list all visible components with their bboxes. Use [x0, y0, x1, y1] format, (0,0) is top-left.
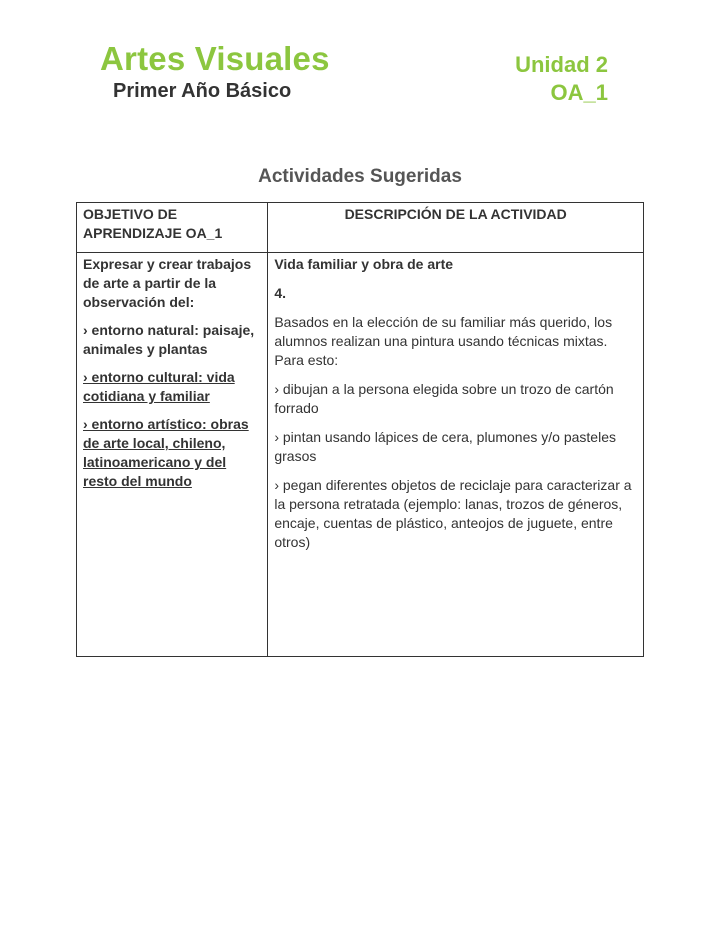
objective-item-natural: › entorno natural: paisaje, animales y plantas: [83, 322, 255, 357]
table-row: [77, 253, 644, 657]
activity-number: 4.: [274, 285, 287, 301]
objective-intro: Expresar y crear trabajos de arte a partir de la observación del:: [83, 256, 252, 310]
objective-item-artistic: › entorno artístico: obras de arte local, chileno, latinoamericano y del resto del mundo: [83, 416, 249, 489]
subject-title: Artes Visuales: [100, 40, 330, 77]
objective-item-cultural: › entorno cultural: vida cotidiana y familiar: [83, 369, 235, 404]
table-header-row: [77, 203, 644, 253]
activity-step-2: › pintan usando lápices de cera, plumones y/o pasteles grasos: [274, 429, 616, 464]
activity-step-3: › pegan diferentes objetos de reciclaje para caracterizar a la persona retratada (ejemplo: lanas, trozos de géneros, encaje, cuentas de plástico, anteojos de juguete, entre otros): [274, 477, 632, 550]
objective-cell: [77, 253, 268, 657]
activity-intro: Basados en la elección de su familiar más querido, los alumnos realizan una pintura usando técnicas mixtas. Para esto:: [274, 314, 613, 368]
description-column-header: DESCRIPCIÓN DE LA ACTIVIDAD: [268, 203, 644, 253]
objective-code: OA_1: [550, 80, 608, 105]
unit-title: Unidad 2: [515, 52, 608, 77]
activity-table: [76, 202, 644, 657]
activity-title: Vida familiar y obra de arte: [274, 256, 454, 272]
objective-column-header: OBJETIVO DE APRENDIZAJE OA_1: [77, 203, 268, 253]
section-title: Actividades Sugeridas: [258, 166, 462, 187]
activity-step-1: › dibujan a la persona elegida sobre un trozo de cartón forrado: [274, 381, 614, 416]
activity-cell: [268, 253, 644, 657]
grade-title: Primer Año Básico: [113, 80, 292, 102]
